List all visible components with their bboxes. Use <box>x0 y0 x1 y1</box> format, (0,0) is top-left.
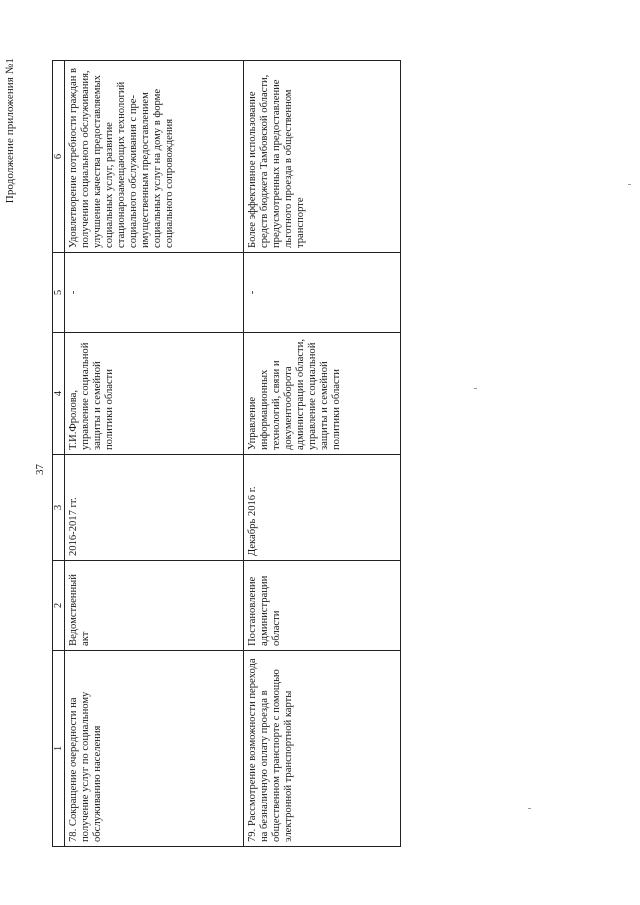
appendix-continuation-label: Продолжение приложения №1 <box>4 58 16 204</box>
measure-cell: 79. Рассмотрение возможности перехода на безналичную оплату проезда в общественном транспорте с помощью электронной транспортной карты <box>244 651 401 847</box>
result-cell: Удовлетворение потребности граждан в получении социального обслуживания, улучшение качества предоставляемых социальных услуг, развитие стационарозамещающих технологий социального обслуживания с пре-имущественным предоставлением социальных услуг на дому в форме социального сопровождения <box>65 61 244 253</box>
responsible-cell: Т.И.Фролова, управление социальной защиты и семейной политики области <box>65 333 244 455</box>
deadline-cell: Декабрь 2016 г. <box>244 455 401 561</box>
responsible-cell: Управление информационных технологий, связи и документооборота администрации области, управление социальной защиты и семейной политики области <box>244 333 401 455</box>
column-number: 6 <box>53 61 65 253</box>
measures-table <box>52 60 401 847</box>
column-number: 4 <box>53 333 65 455</box>
scan-speck <box>528 808 531 809</box>
table-header-row <box>53 61 65 847</box>
column-number: 2 <box>53 561 65 651</box>
scan-speck <box>628 184 631 185</box>
measure-cell: 78. Сокращение очередности на получение услуг по социальному обслуживанию населения <box>65 651 244 847</box>
scan-speck <box>474 388 477 389</box>
column-number: 5 <box>53 253 65 333</box>
column-number: 1 <box>53 651 65 847</box>
table-row <box>244 61 401 847</box>
document-type-cell: Ведомственный акт <box>65 561 244 651</box>
table-row <box>65 61 244 847</box>
column-number: 3 <box>53 455 65 561</box>
deadline-cell: 2016-2017 гг. <box>65 455 244 561</box>
document-type-cell: Постановление администрации области <box>244 561 401 651</box>
funding-cell: - <box>65 253 244 333</box>
funding-cell: - <box>244 253 401 333</box>
page-number: 37 <box>34 464 46 475</box>
result-cell: Более эффективное использование средств бюджета Тамбовской области, предусмотренных на предоставление льготного проезда в общественном транспорте <box>244 61 401 253</box>
